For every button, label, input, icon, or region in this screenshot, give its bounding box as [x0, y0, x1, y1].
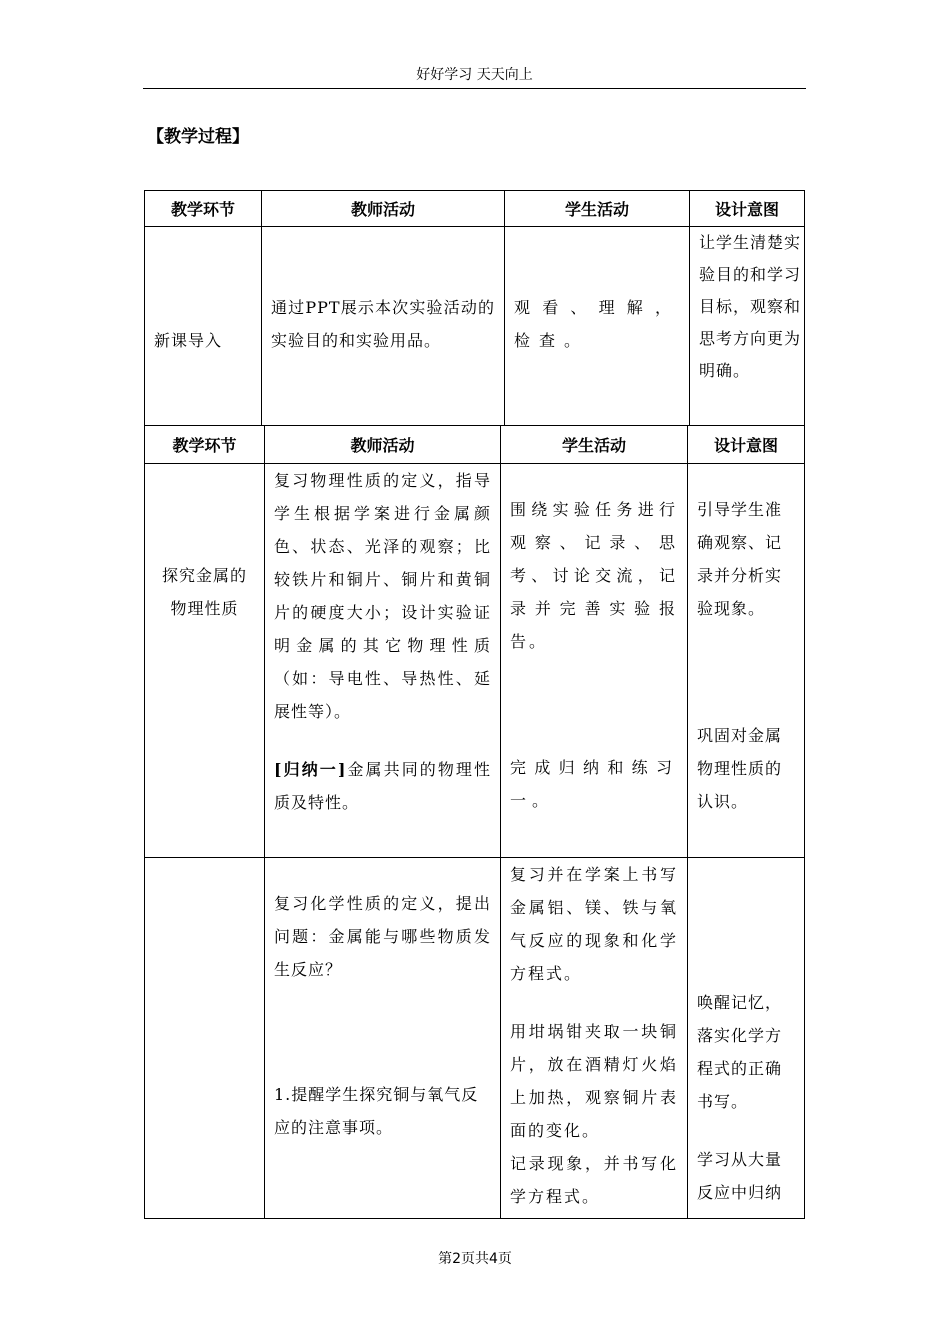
table1-header-student: 学生活动 — [504, 190, 690, 227]
table1-cell-teacher: 通过PPT展示本次实验活动的实验目的和实验用品。 — [261, 226, 505, 426]
table1-header-intent: 设计意图 — [689, 190, 805, 227]
table1-cell-stage: 新课导入 — [144, 226, 262, 426]
table2-row1-stage: 探究金属的物理性质 — [144, 463, 265, 858]
table2-row2-stage — [144, 857, 265, 1219]
table2-row2-intent-text: 唤醒记忆，落实化学方程式的正确书写。 — [697, 993, 783, 1111]
page-footer: 第2页共4页 — [438, 1251, 512, 1267]
table2-header-teacher: 教师活动 — [264, 425, 501, 464]
page-header: 好好学习 天天向上 — [143, 62, 806, 89]
table2-row1-teacher-summary — [274, 753, 491, 819]
table1-cell-intent: 让学生清楚实验目的和学习目标，观察和思考方向更为明确。 — [689, 226, 805, 426]
section-title: 【教学过程】 — [147, 127, 249, 147]
table2-row1-intent-summary: 巩固对金属物理性质的认识。 — [697, 726, 783, 811]
table2-row2-student-step: 用坩埚钳夹取一块铜片，放在酒精灯火焰上加热，观察铜片表面的变化。 — [510, 1022, 678, 1140]
table2-row2-student — [500, 857, 688, 1219]
table1-header-teacher: 教师活动 — [261, 190, 505, 227]
table2-row2-teacher-text: 复习化学性质的定义，提出问题：金属能与哪些物质发生反应？ — [274, 894, 491, 979]
table2-row1-intent-text: 引导学生准确观察、记录并分析实验现象。 — [697, 500, 783, 618]
table2-header-stage: 教学环节 — [144, 425, 265, 464]
summary-tag: [归纳一] — [274, 760, 347, 779]
table2-row2-student-text: 复习并在学案上书写金属铝、镁、铁与氧气反应的现象和化学方程式。 — [510, 865, 678, 983]
table2-row2-teacher — [264, 857, 501, 1219]
table2-header-student: 学生活动 — [500, 425, 688, 464]
table2-row1-teacher — [264, 463, 501, 858]
summary-text: 金属共同的物理性质及特性。 — [274, 760, 491, 812]
table2-header-intent: 设计意图 — [687, 425, 805, 464]
table1-cell-student: 观看、理解，检查。 — [504, 226, 690, 426]
table2-row2-intent — [687, 857, 805, 1219]
table2-row2-intent-more: 学习从大量反应中归纳 — [697, 1150, 783, 1202]
table2-row1-student-text: 围绕实验任务进行观察、记录、思考、讨论交流，记录并完善实验报告。 — [510, 500, 678, 651]
table2-row1-student — [500, 463, 688, 858]
table2-row1-teacher-text: 复习物理性质的定义，指导学生根据学案进行金属颜色、状态、光泽的观察；比较铁片和铜片、铜片和黄铜片的硬度大小；设计实验证明金属的其它物理性质（如：导电性、导热性、延展性等）。 — [274, 471, 491, 721]
table2-row1-student-summary: 完成归纳和练习一。 — [510, 758, 678, 810]
table1-header-stage: 教学环节 — [144, 190, 262, 227]
table2-row1-intent — [687, 463, 805, 858]
table2-row2-teacher-step: 1.提醒学生探究铜与氧气反应的注意事项。 — [274, 1085, 479, 1137]
table2-row2-student-record: 记录现象，并书写化学方程式。 — [510, 1154, 678, 1206]
